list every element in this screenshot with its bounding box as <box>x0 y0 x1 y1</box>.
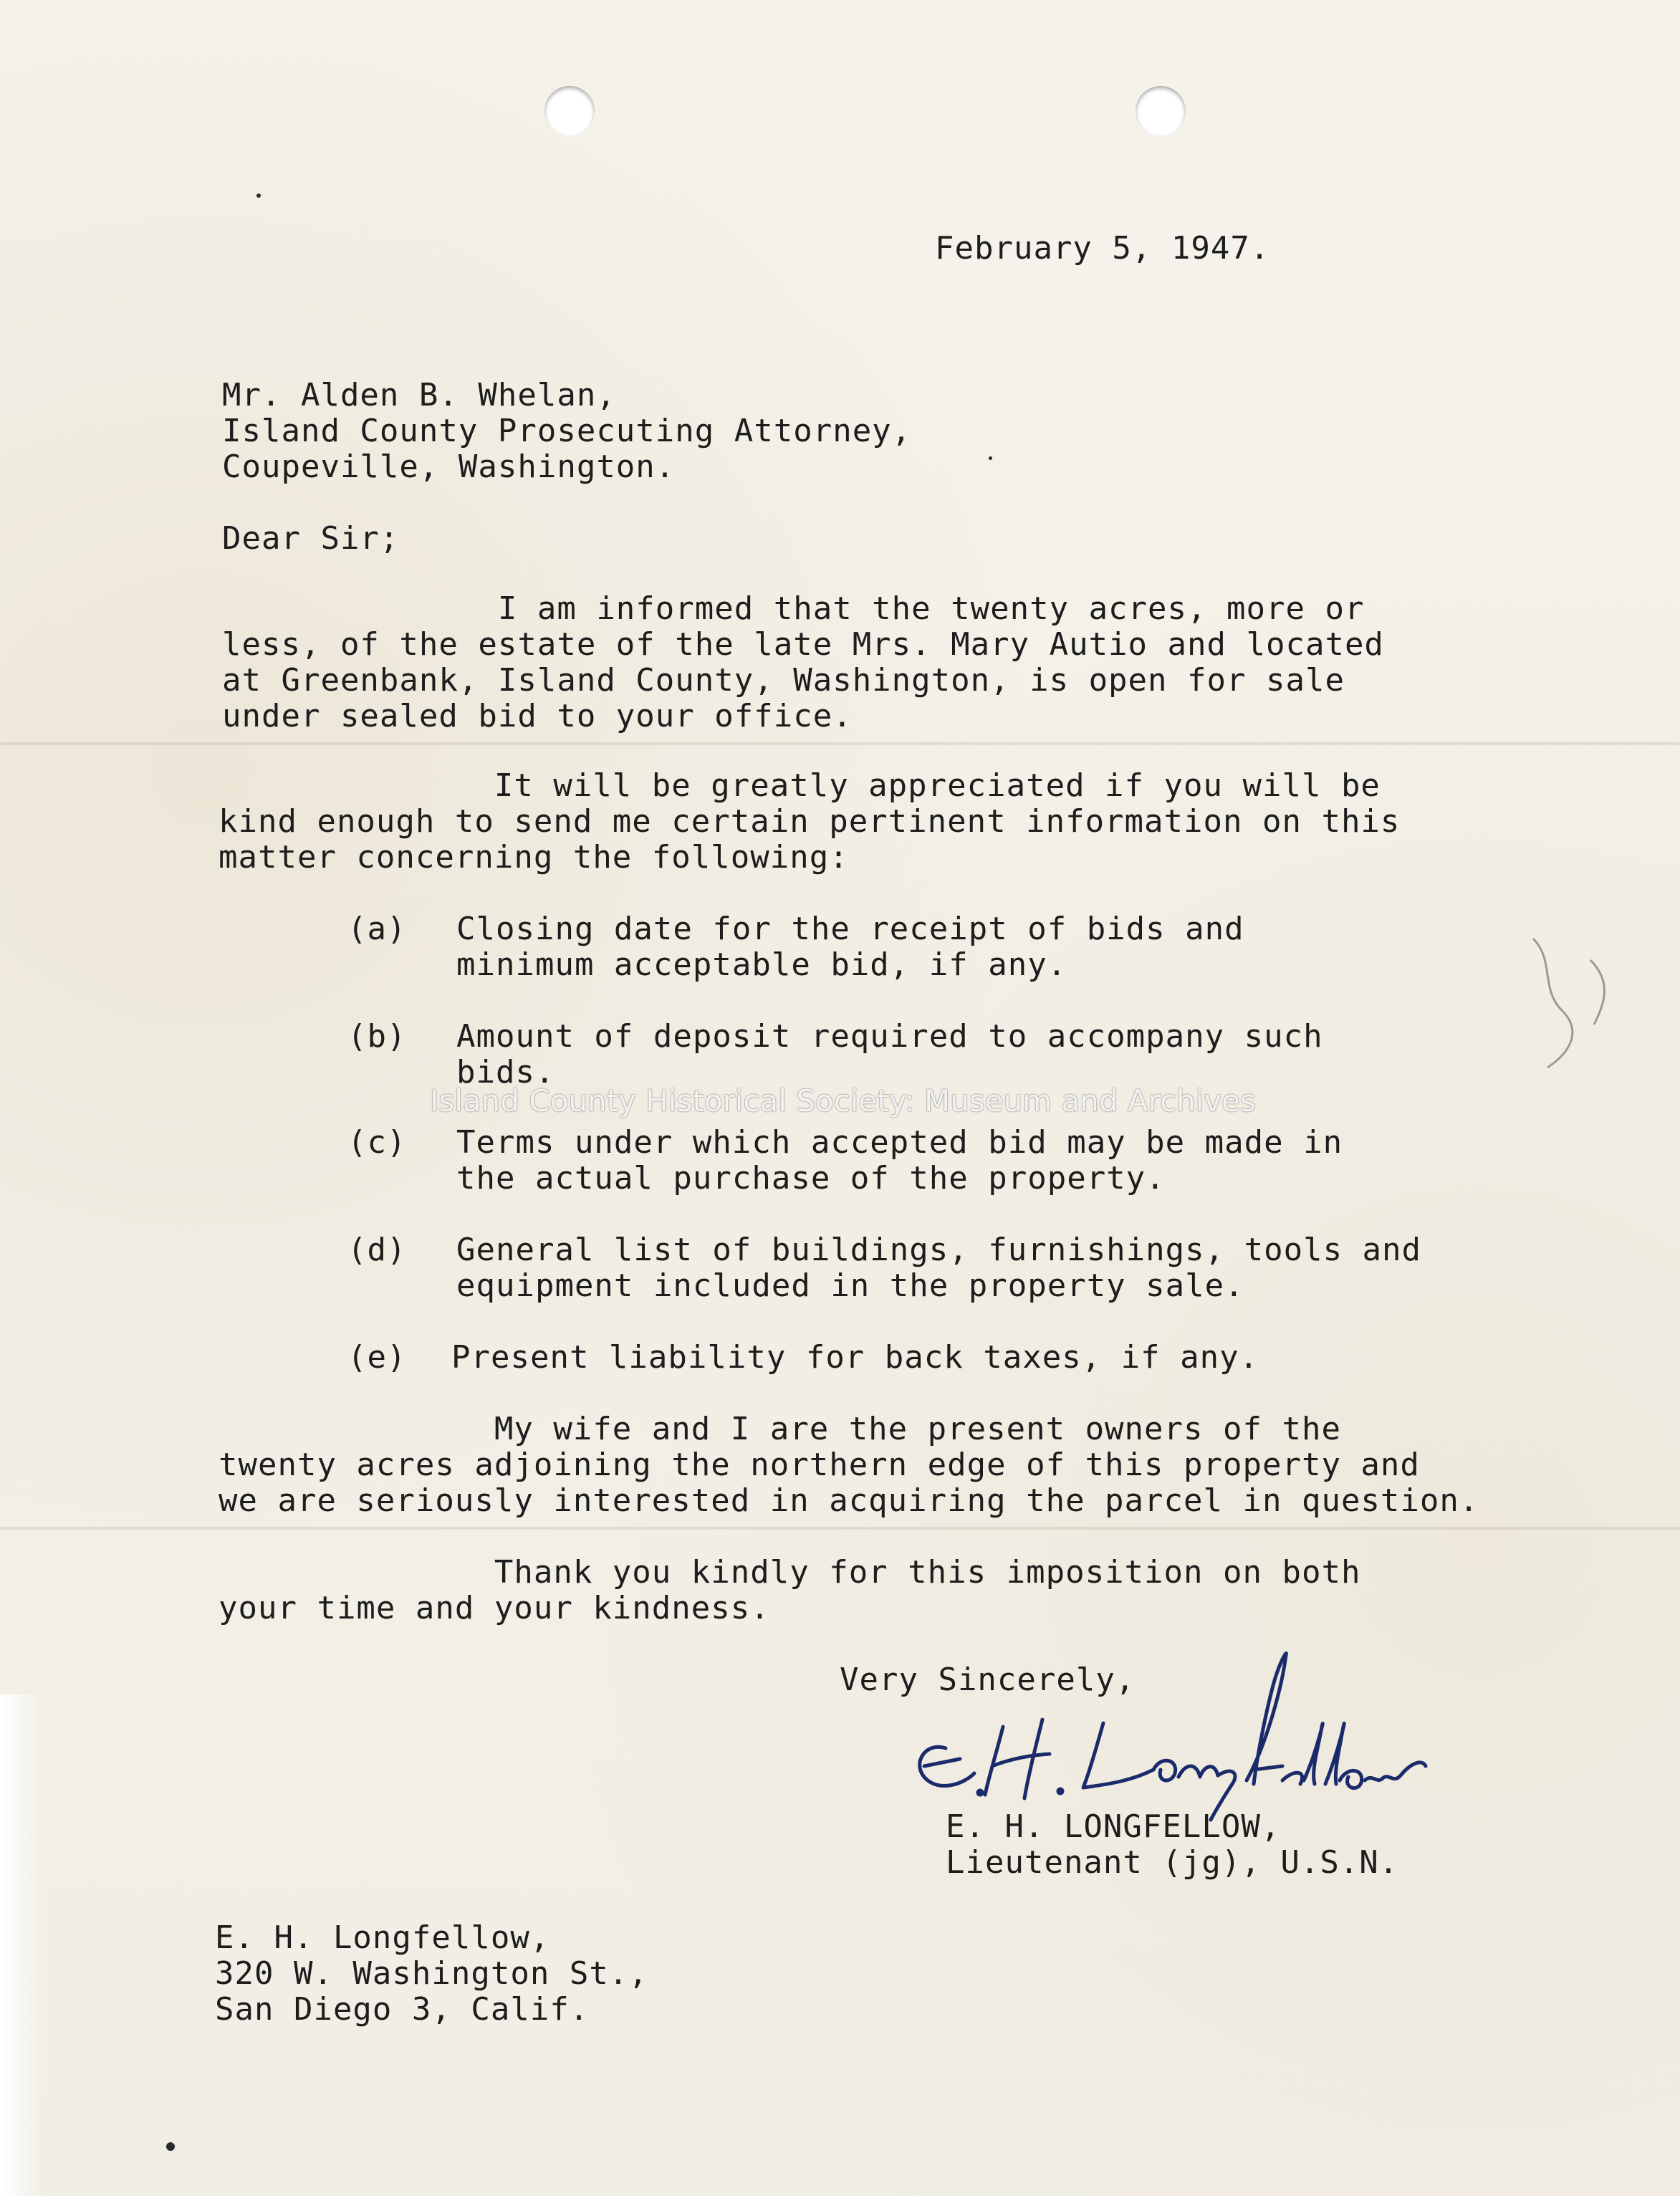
paragraph-1-line-1: I am informed that the twenty acres, more or <box>222 590 1365 627</box>
closing: Very Sincerely, <box>840 1662 1136 1698</box>
paragraph-4-line-2: your time and your kindness. <box>219 1590 770 1626</box>
paragraph-1-line-2: less, of the estate of the late Mrs. Mary Autio and located <box>222 626 1384 663</box>
ink-speck <box>166 2142 175 2151</box>
salutation: Dear Sir; <box>222 520 400 557</box>
item-b-label: (b) <box>347 1018 407 1055</box>
ink-speck <box>989 456 992 460</box>
fold-line-lower <box>0 1526 1680 1530</box>
signer-rank: Lieutenant (jg), U.S.N. <box>946 1844 1399 1881</box>
letter-date: February 5, 1947. <box>935 230 1270 267</box>
item-d-label: (d) <box>347 1232 407 1268</box>
item-d-text: General list of buildings, furnishings, tools and equipment included in the property sale. <box>456 1232 1422 1304</box>
paragraph-2-line-2: kind enough to send me certain pertinent information on this <box>219 803 1401 840</box>
item-c-label: (c) <box>347 1124 407 1161</box>
paragraph-4-line-1: Thank you kindly for this imposition on both <box>219 1554 1361 1591</box>
return-address-line-1: E. H. Longfellow, <box>215 1919 550 1956</box>
paragraph-2-line-1: It will be greatly appreciated if you will be <box>219 767 1381 804</box>
item-a-text: Closing date for the receipt of bids and minimum acceptable bid, if any. <box>456 911 1244 983</box>
recipient-name: Mr. Alden B. Whelan, <box>222 377 616 413</box>
recipient-city: Coupeville, Washington. <box>222 449 676 485</box>
punch-hole-left <box>544 86 595 136</box>
recipient-title: Island County Prosecuting Attorney, <box>222 413 912 449</box>
item-e-text: Present liability for back taxes, if any. <box>451 1339 1259 1376</box>
paragraph-1-line-4: under sealed bid to your office. <box>222 698 853 734</box>
paragraph-2-line-3: matter concerning the following: <box>219 839 849 876</box>
return-address-line-3: San Diego 3, Calif. <box>215 1991 590 2028</box>
fold-line-upper <box>0 742 1680 746</box>
torn-edge <box>0 1694 43 2196</box>
paragraph-3-line-3: we are seriously interested in acquiring the parcel in question. <box>219 1482 1479 1519</box>
return-address-line-2: 320 W. Washington St., <box>215 1955 648 1992</box>
ink-speck <box>256 193 261 198</box>
punch-hole-right <box>1136 86 1186 136</box>
archive-watermark: Island County Historical Society: Museum and Archives <box>430 1083 1256 1118</box>
pencil-mark <box>1526 931 1626 1075</box>
item-e-label: (e) <box>347 1339 407 1376</box>
paragraph-3-line-2: twenty acres adjoining the northern edge of this property and <box>219 1447 1420 1483</box>
item-a-label: (a) <box>347 911 407 947</box>
item-c-text: Terms under which accepted bid may be made in the actual purchase of the property. <box>456 1124 1343 1197</box>
handwritten-signature <box>896 1641 1440 1827</box>
signer-name: E. H. LONGFELLOW, <box>946 1808 1281 1845</box>
paragraph-3-line-1: My wife and I are the present owners of the <box>219 1411 1341 1447</box>
paragraph-1-line-3: at Greenbank, Island County, Washington, is open for sale <box>222 662 1345 699</box>
item-b-text: Amount of deposit required to accompany such bids. <box>456 1018 1323 1090</box>
